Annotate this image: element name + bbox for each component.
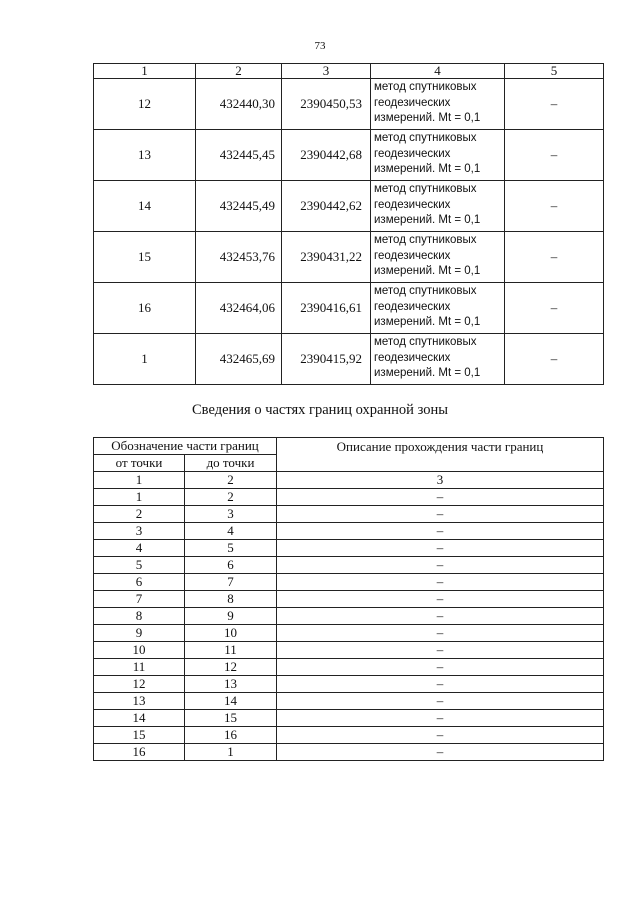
header-group-cell: Обозначение части границ <box>94 438 277 455</box>
table-row <box>94 693 604 710</box>
coordinates-table <box>93 63 604 385</box>
header-description-cell: Описание прохождения части границ <box>277 438 604 472</box>
to-point-cell: 3 <box>185 506 277 523</box>
from-point-cell: 7 <box>94 591 185 608</box>
coordinates-header-row <box>94 64 604 79</box>
from-point-cell: 12 <box>94 676 185 693</box>
header-from-cell: от точки <box>94 455 185 472</box>
note-cell: – <box>505 283 604 334</box>
x-coordinate-cell: 432465,69 <box>196 334 282 385</box>
method-line: геодезических <box>374 351 451 364</box>
parts-number-row <box>94 472 604 489</box>
description-cell: – <box>277 659 604 676</box>
to-point-cell: 5 <box>185 540 277 557</box>
method-cell <box>371 232 505 283</box>
table-row <box>94 489 604 506</box>
from-point-cell: 16 <box>94 744 185 761</box>
x-coordinate-cell: 432453,76 <box>196 232 282 283</box>
table-row <box>94 523 604 540</box>
method-line: геодезических <box>374 96 451 109</box>
table-row <box>94 608 604 625</box>
from-point-cell: 1 <box>94 489 185 506</box>
description-cell: – <box>277 693 604 710</box>
from-point-cell: 10 <box>94 642 185 659</box>
method-cell <box>371 79 505 130</box>
coordinates-row <box>94 130 604 181</box>
coordinates-row <box>94 334 604 385</box>
method-line: метод спутниковых <box>374 234 477 246</box>
from-point-cell: 11 <box>94 659 185 676</box>
description-cell: – <box>277 540 604 557</box>
point-cell: 16 <box>94 283 196 334</box>
to-point-cell: 9 <box>185 608 277 625</box>
point-cell: 1 <box>94 334 196 385</box>
table-row <box>94 710 604 727</box>
y-coordinate-cell: 2390442,62 <box>282 181 371 232</box>
table-row <box>94 744 604 761</box>
table-row <box>94 625 604 642</box>
from-point-cell: 13 <box>94 693 185 710</box>
to-point-cell: 12 <box>185 659 277 676</box>
note-cell: – <box>505 232 604 283</box>
from-point-cell: 5 <box>94 557 185 574</box>
from-point-cell: 6 <box>94 574 185 591</box>
method-cell <box>371 334 505 385</box>
description-cell: – <box>277 574 604 591</box>
table-row <box>94 642 604 659</box>
description-cell: – <box>277 557 604 574</box>
column-number: 3 <box>277 472 604 489</box>
coordinates-row <box>94 283 604 334</box>
method-cell <box>371 181 505 232</box>
table-row <box>94 659 604 676</box>
x-coordinate-cell: 432445,45 <box>196 130 282 181</box>
from-point-cell: 8 <box>94 608 185 625</box>
table-row <box>94 574 604 591</box>
method-line: измерений. Mt = 0,1 <box>374 112 481 124</box>
description-cell: – <box>277 710 604 727</box>
y-coordinate-cell: 2390416,61 <box>282 283 371 334</box>
column-number: 4 <box>371 64 505 79</box>
method-line: геодезических <box>374 147 451 160</box>
column-number: 1 <box>94 64 196 79</box>
from-point-cell: 2 <box>94 506 185 523</box>
to-point-cell: 2 <box>185 489 277 506</box>
y-coordinate-cell: 2390442,68 <box>282 130 371 181</box>
method-line: метод спутниковых <box>374 132 477 144</box>
description-cell: – <box>277 523 604 540</box>
method-line: геодезических <box>374 300 451 313</box>
coordinates-row <box>94 181 604 232</box>
description-cell: – <box>277 727 604 744</box>
column-number: 2 <box>196 64 282 79</box>
method-line: геодезических <box>374 198 451 211</box>
parts-header-row <box>94 438 604 455</box>
table-row <box>94 676 604 693</box>
description-cell: – <box>277 608 604 625</box>
description-cell: – <box>277 489 604 506</box>
to-point-cell: 11 <box>185 642 277 659</box>
note-cell: – <box>505 181 604 232</box>
method-line: измерений. Mt = 0,1 <box>374 316 481 328</box>
to-point-cell: 7 <box>185 574 277 591</box>
to-point-cell: 14 <box>185 693 277 710</box>
method-line: измерений. Mt = 0,1 <box>374 214 481 226</box>
method-line: метод спутниковых <box>374 336 477 348</box>
table-row <box>94 506 604 523</box>
to-point-cell: 13 <box>185 676 277 693</box>
method-cell <box>371 130 505 181</box>
table-row <box>94 727 604 744</box>
point-cell: 12 <box>94 79 196 130</box>
y-coordinate-cell: 2390450,53 <box>282 79 371 130</box>
description-cell: – <box>277 642 604 659</box>
method-line: измерений. Mt = 0,1 <box>374 367 481 379</box>
method-line: измерений. Mt = 0,1 <box>374 265 481 277</box>
method-cell <box>371 283 505 334</box>
point-cell: 15 <box>94 232 196 283</box>
coordinates-row <box>94 79 604 130</box>
section-title: Сведения о частях границ охранной зоны <box>192 402 448 418</box>
table-row <box>94 557 604 574</box>
to-point-cell: 4 <box>185 523 277 540</box>
description-cell: – <box>277 744 604 761</box>
description-cell: – <box>277 591 604 608</box>
header-to-cell: до точки <box>185 455 277 472</box>
from-point-cell: 4 <box>94 540 185 557</box>
method-line: метод спутниковых <box>374 183 477 195</box>
column-number: 5 <box>505 64 604 79</box>
method-line: метод спутниковых <box>374 285 477 297</box>
description-cell: – <box>277 676 604 693</box>
column-number: 3 <box>282 64 371 79</box>
note-cell: – <box>505 334 604 385</box>
description-cell: – <box>277 506 604 523</box>
note-cell: – <box>505 130 604 181</box>
method-line: метод спутниковых <box>374 81 477 93</box>
to-point-cell: 15 <box>185 710 277 727</box>
from-point-cell: 14 <box>94 710 185 727</box>
to-point-cell: 8 <box>185 591 277 608</box>
x-coordinate-cell: 432464,06 <box>196 283 282 334</box>
method-line: измерений. Mt = 0,1 <box>374 163 481 175</box>
page-number: 73 <box>314 40 326 52</box>
from-point-cell: 3 <box>94 523 185 540</box>
to-point-cell: 6 <box>185 557 277 574</box>
note-cell: – <box>505 79 604 130</box>
x-coordinate-cell: 432445,49 <box>196 181 282 232</box>
coordinates-row <box>94 232 604 283</box>
from-point-cell: 15 <box>94 727 185 744</box>
from-point-cell: 9 <box>94 625 185 642</box>
boundary-parts-table <box>93 437 604 761</box>
to-point-cell: 16 <box>185 727 277 744</box>
to-point-cell: 10 <box>185 625 277 642</box>
column-number: 1 <box>94 472 185 489</box>
column-number: 2 <box>185 472 277 489</box>
point-cell: 13 <box>94 130 196 181</box>
y-coordinate-cell: 2390415,92 <box>282 334 371 385</box>
x-coordinate-cell: 432440,30 <box>196 79 282 130</box>
y-coordinate-cell: 2390431,22 <box>282 232 371 283</box>
table-row <box>94 591 604 608</box>
method-line: геодезических <box>374 249 451 262</box>
table-row <box>94 540 604 557</box>
point-cell: 14 <box>94 181 196 232</box>
to-point-cell: 1 <box>185 744 277 761</box>
description-cell: – <box>277 625 604 642</box>
